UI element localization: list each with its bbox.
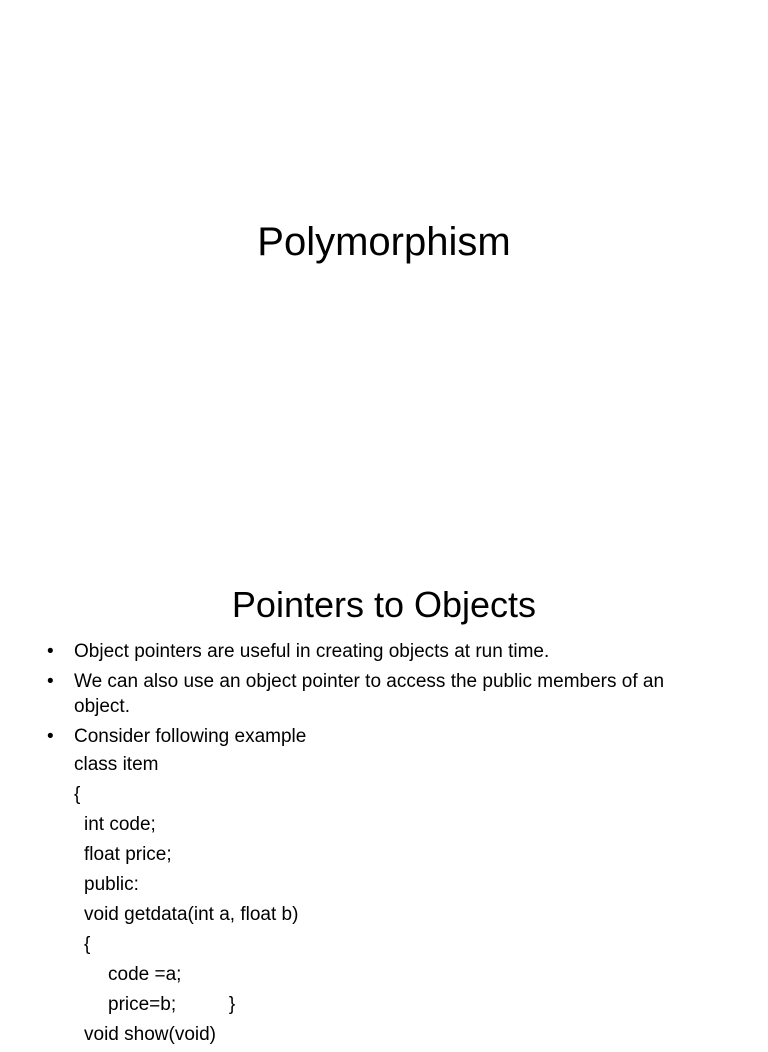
slide-1-title: Polymorphism bbox=[257, 220, 511, 264]
code-example bbox=[74, 752, 298, 1052]
bullet-icon: • bbox=[47, 641, 54, 662]
code-line: { bbox=[74, 784, 81, 805]
bullet-list bbox=[0, 639, 768, 754]
code-line: price=b; } bbox=[108, 994, 236, 1015]
slide-2-title: Pointers to Objects bbox=[231, 584, 537, 625]
code-line: int code; bbox=[84, 814, 156, 835]
bullet-text: We can also use an object pointer to access the public members of an object. bbox=[74, 671, 665, 717]
code-line: public: bbox=[84, 874, 139, 895]
bullet-item bbox=[0, 669, 768, 719]
bullet-icon: • bbox=[47, 671, 54, 692]
code-line: code =a; bbox=[108, 964, 182, 985]
code-line: { bbox=[84, 934, 91, 955]
slide-pointers-to-objects bbox=[0, 556, 768, 1045]
code-line: class item bbox=[74, 754, 159, 775]
bullet-item bbox=[0, 724, 768, 749]
bullet-icon: • bbox=[47, 726, 54, 747]
code-line: void show(void) bbox=[84, 1024, 216, 1045]
code-line: float price; bbox=[84, 844, 172, 865]
bullet-text: Object pointers are useful in creating objects at run time. bbox=[74, 641, 550, 662]
bullet-text: Consider following example bbox=[74, 726, 307, 747]
code-line: void getdata(int a, float b) bbox=[84, 904, 299, 925]
bullet-item bbox=[0, 639, 768, 664]
